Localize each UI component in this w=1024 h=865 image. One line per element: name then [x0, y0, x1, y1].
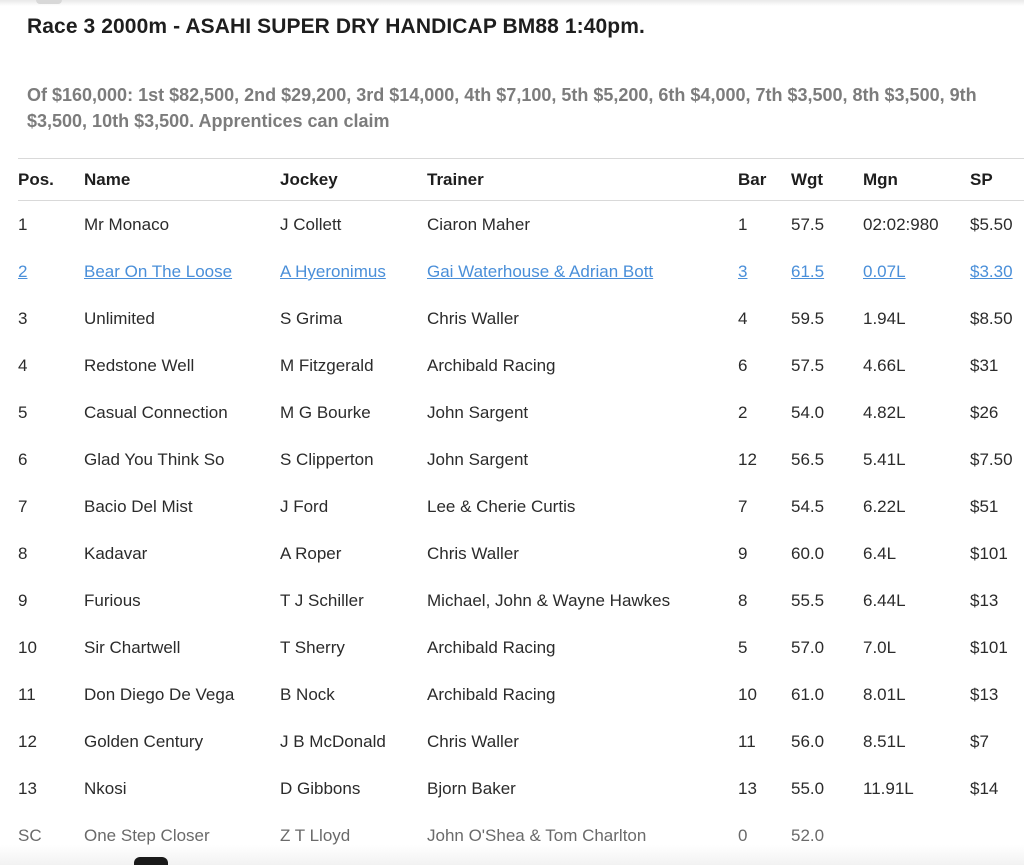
- cell-mgn: 6.22L: [863, 497, 906, 516]
- cell-trainer: Bjorn Baker: [427, 779, 516, 798]
- cell-jockey: J Collett: [280, 214, 342, 234]
- column-header-bar[interactable]: Bar: [738, 159, 791, 201]
- cell-mgn-link[interactable]: 0.07L: [863, 262, 906, 281]
- cell-trainer: John O'Shea & Tom Charlton: [427, 826, 647, 845]
- race-results-table: [18, 158, 1024, 860]
- cell-name: One Step Closer: [84, 826, 210, 845]
- cell-trainer: Archibald Racing: [427, 685, 556, 704]
- cell-mgn: 8.01L: [863, 685, 906, 704]
- cell-mgn: 6.44L: [863, 591, 906, 610]
- cell-pos: 12: [18, 732, 37, 751]
- column-header-jockey[interactable]: Jockey: [280, 159, 427, 201]
- cell-mgn: 8.51L: [863, 732, 906, 751]
- cell-wgt: 56.5: [791, 450, 825, 469]
- cell-pos: 5: [18, 403, 28, 422]
- cell-pos: 1: [18, 214, 28, 234]
- table-row: [18, 390, 1024, 437]
- cell-sp: $51: [970, 497, 999, 516]
- cell-trainer: Lee & Cherie Curtis: [427, 497, 576, 516]
- cell-mgn: 02:02:980: [863, 214, 939, 234]
- cell-mgn: 1.94L: [863, 309, 906, 328]
- cell-bar: 6: [738, 356, 748, 375]
- column-header-sp[interactable]: SP: [970, 159, 1024, 201]
- cell-bar: 10: [738, 685, 757, 704]
- cell-bar: 1: [738, 214, 748, 234]
- table-row: [18, 578, 1024, 625]
- cell-name: Bacio Del Mist: [84, 497, 193, 516]
- table-row: [18, 201, 1024, 249]
- cell-mgn: 7.0L: [863, 638, 897, 657]
- cell-sp: $101: [970, 544, 1008, 563]
- cell-sp: $7.50: [970, 450, 1013, 469]
- cell-bar: 7: [738, 497, 748, 516]
- table-row: [18, 719, 1024, 766]
- cell-wgt: 61.0: [791, 685, 825, 704]
- cell-pos: 4: [18, 356, 28, 375]
- cell-name: Furious: [84, 591, 141, 610]
- cell-name: Don Diego De Vega: [84, 685, 235, 704]
- cell-sp: $14: [970, 779, 999, 798]
- cell-wgt: 56.0: [791, 732, 825, 751]
- cell-pos: 10: [18, 638, 37, 657]
- cell-jockey: T J Schiller: [280, 591, 364, 610]
- cell-trainer: Michael, John & Wayne Hawkes: [427, 591, 671, 610]
- column-header-pos[interactable]: Pos.: [18, 159, 84, 201]
- cell-bar-link[interactable]: 3: [738, 262, 748, 281]
- cell-jockey: M G Bourke: [280, 403, 371, 422]
- cell-wgt: 59.5: [791, 309, 825, 328]
- cell-name: Nkosi: [84, 779, 127, 798]
- table-row: [18, 484, 1024, 531]
- cell-mgn: 6.4L: [863, 544, 897, 563]
- table-row: [18, 296, 1024, 343]
- cell-trainer: Archibald Racing: [427, 638, 556, 657]
- cell-wgt: 57.0: [791, 638, 825, 657]
- cell-jockey: A Roper: [280, 544, 342, 563]
- cell-bar: 2: [738, 403, 748, 422]
- cell-mgn: 4.66L: [863, 356, 906, 375]
- cell-bar: 13: [738, 779, 757, 798]
- cell-wgt: 60.0: [791, 544, 825, 563]
- cell-name-link[interactable]: Bear On The Loose: [84, 262, 233, 281]
- cell-pos: 3: [18, 309, 28, 328]
- cell-jockey-link[interactable]: A Hyeronimus: [280, 262, 386, 281]
- cell-name: Golden Century: [84, 732, 204, 751]
- cell-bar: 12: [738, 450, 757, 469]
- cell-wgt: 55.0: [791, 779, 825, 798]
- cell-jockey: S Grima: [280, 309, 343, 328]
- cell-trainer: Chris Waller: [427, 544, 519, 563]
- top-edge-tab: [36, 0, 62, 4]
- cell-sp: $31: [970, 356, 999, 375]
- cell-sp: $13: [970, 685, 999, 704]
- cell-jockey: Z T Lloyd: [280, 826, 351, 845]
- cell-wgt: 54.0: [791, 403, 825, 422]
- column-header-name[interactable]: Name: [84, 159, 280, 201]
- cell-sp: $5.50: [970, 214, 1013, 234]
- cell-pos: 9: [18, 591, 28, 610]
- table-row: [18, 625, 1024, 672]
- table-row-linked[interactable]: [18, 249, 1024, 296]
- cell-jockey: J B McDonald: [280, 732, 386, 751]
- cell-trainer: Chris Waller: [427, 732, 519, 751]
- cell-name: Glad You Think So: [84, 450, 225, 469]
- cell-mgn: 11.91L: [863, 779, 914, 798]
- cell-name: Unlimited: [84, 309, 155, 328]
- cell-name: Redstone Well: [84, 356, 195, 375]
- column-header-trainer[interactable]: Trainer: [427, 159, 738, 201]
- cell-trainer: John Sargent: [427, 403, 529, 422]
- cell-trainer: Archibald Racing: [427, 356, 556, 375]
- cell-jockey: T Sherry: [280, 638, 345, 657]
- cell-wgt: 57.5: [791, 214, 825, 234]
- cell-trainer-link[interactable]: Gai Waterhouse & Adrian Bott: [427, 262, 654, 281]
- cell-trainer: Chris Waller: [427, 309, 519, 328]
- cell-name: Mr Monaco: [84, 214, 170, 234]
- cell-wgt-link[interactable]: 61.5: [791, 262, 825, 281]
- cell-sp: $101: [970, 638, 1008, 657]
- cell-jockey: S Clipperton: [280, 450, 374, 469]
- cell-wgt: 52.0: [791, 826, 825, 845]
- cell-trainer: Ciaron Maher: [427, 214, 530, 234]
- cell-bar: 4: [738, 309, 748, 328]
- cell-mgn: 5.41L: [863, 450, 906, 469]
- table-header-row: [18, 159, 1024, 201]
- cell-name: Casual Connection: [84, 403, 228, 422]
- cell-bar: 0: [738, 826, 748, 845]
- cell-pos: SC: [18, 826, 42, 845]
- cell-bar: 8: [738, 591, 748, 610]
- cell-sp: $7: [970, 732, 989, 751]
- cell-bar: 5: [738, 638, 748, 657]
- cell-name: Kadavar: [84, 544, 148, 563]
- race-title: Race 3 2000m - ASAHI SUPER DRY HANDICAP BM88 1:40pm.: [27, 15, 645, 38]
- cell-pos: 6: [18, 450, 28, 469]
- cell-pos: 7: [18, 497, 28, 516]
- cell-wgt: 57.5: [791, 356, 825, 375]
- prize-money-description: Of $160,000: 1st $82,500, 2nd $29,200, 3rd $14,000, 4th $7,100, 5th $5,200, 6th $4,000, 7th $3,500, 8th $3,500, 9th $3,500, 10th $3,500. Apprentices can claim: [27, 85, 977, 131]
- table-row: [18, 437, 1024, 484]
- cell-sp-link[interactable]: $3.30: [970, 262, 1013, 281]
- cell-sp: $8.50: [970, 309, 1013, 328]
- cell-bar: 11: [738, 732, 756, 751]
- cell-pos-link[interactable]: 2: [18, 262, 28, 281]
- table-row: [18, 531, 1024, 578]
- cell-sp: $26: [970, 403, 999, 422]
- cell-jockey: D Gibbons: [280, 779, 361, 798]
- table-row: [18, 672, 1024, 719]
- cell-mgn: 4.82L: [863, 403, 906, 422]
- cell-wgt: 54.5: [791, 497, 825, 516]
- column-header-mgn[interactable]: Mgn: [863, 159, 970, 201]
- column-header-wgt[interactable]: Wgt: [791, 159, 863, 201]
- cell-jockey: J Ford: [280, 497, 329, 516]
- cell-name: Sir Chartwell: [84, 638, 181, 657]
- cell-wgt: 55.5: [791, 591, 825, 610]
- table-row: [18, 343, 1024, 390]
- cell-trainer: John Sargent: [427, 450, 529, 469]
- cell-pos: 11: [18, 685, 36, 704]
- cell-pos: 8: [18, 544, 28, 563]
- cell-jockey: M Fitzgerald: [280, 356, 374, 375]
- table-row: [18, 766, 1024, 813]
- top-edge-shadow: [0, 0, 1024, 6]
- cell-sp: $13: [970, 591, 999, 610]
- cell-bar: 9: [738, 544, 748, 563]
- bottom-bar-handle[interactable]: [134, 857, 168, 865]
- cell-jockey: B Nock: [280, 685, 335, 704]
- cell-pos: 13: [18, 779, 37, 798]
